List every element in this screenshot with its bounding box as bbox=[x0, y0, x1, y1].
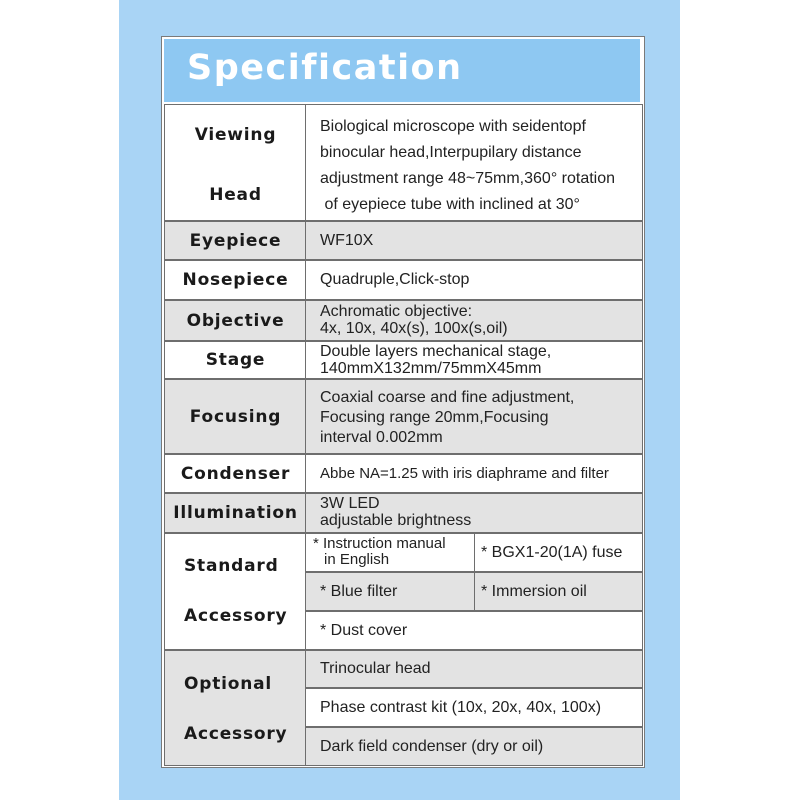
value-condenser: Abbe NA=1.25 with iris diaphrame and filter bbox=[320, 465, 609, 482]
value-viewing-head bbox=[320, 114, 615, 218]
value-stage bbox=[320, 343, 551, 377]
label-objective: Objective bbox=[186, 310, 285, 331]
value-nosepiece: Quadruple,Click-stop bbox=[320, 271, 470, 288]
focusing-line: interval 0.002mm bbox=[320, 429, 443, 446]
label-viewing-head-line1: Viewing bbox=[194, 125, 277, 145]
illumination-line: 3W LED bbox=[320, 495, 380, 512]
viewing-head-line: Biological microscope with seidentopf bbox=[320, 118, 586, 135]
value-blue-filter: * Blue filter bbox=[320, 583, 398, 600]
viewing-head-line: of eyepiece tube with inclined at 30° bbox=[320, 196, 580, 213]
value-trinocular-head: Trinocular head bbox=[320, 660, 431, 677]
value-fuse: * BGX1-20(1A) fuse bbox=[481, 544, 623, 561]
label-optional-accessory-line2: Accessory bbox=[184, 724, 288, 744]
instruction-manual-line: * Instruction manual bbox=[313, 535, 446, 552]
label-nosepiece: Nosepiece bbox=[182, 270, 289, 290]
label-stage: Stage bbox=[205, 350, 266, 370]
stage-line: 140mmX132mm/75mmX45mm bbox=[320, 360, 542, 377]
value-instruction-manual bbox=[313, 536, 446, 568]
instruction-manual-line: in English bbox=[324, 551, 390, 568]
label-eyepiece: Eyepiece bbox=[189, 230, 282, 251]
value-dark-field: Dark field condenser (dry or oil) bbox=[320, 738, 544, 755]
focusing-line: Coaxial coarse and fine adjustment, bbox=[320, 389, 575, 406]
focusing-line: Focusing range 20mm,Focusing bbox=[320, 409, 549, 426]
value-immersion-oil: * Immersion oil bbox=[481, 583, 587, 600]
label-optional-accessory-line1: Optional bbox=[184, 674, 273, 694]
viewing-head-line: adjustment range 48~75mm,360° rotation bbox=[320, 170, 616, 187]
label-standard-accessory-line2: Accessory bbox=[184, 606, 288, 626]
viewing-head-line: binocular head,Interpupilary distance bbox=[320, 144, 582, 161]
label-optional-accessory bbox=[184, 674, 304, 744]
label-standard-accessory bbox=[184, 556, 304, 626]
value-dust-cover: * Dust cover bbox=[320, 622, 408, 639]
label-viewing-head-line2: Head bbox=[209, 185, 262, 205]
label-condenser: Condenser bbox=[180, 463, 291, 484]
stage-line: Double layers mechanical stage, bbox=[320, 343, 552, 360]
value-focusing bbox=[320, 388, 574, 448]
objective-line: 4x, 10x, 40x(s), 100x(s,oil) bbox=[320, 320, 508, 337]
label-illumination: Illumination bbox=[173, 503, 298, 523]
value-illumination bbox=[320, 495, 471, 529]
value-phase-contrast: Phase contrast kit (10x, 20x, 40x, 100x) bbox=[320, 699, 602, 716]
value-objective bbox=[320, 303, 508, 337]
objective-line: Achromatic objective: bbox=[320, 303, 473, 320]
label-focusing: Focusing bbox=[189, 406, 282, 427]
value-eyepiece: WF10X bbox=[320, 232, 374, 249]
label-viewing-head bbox=[164, 125, 307, 205]
label-standard-accessory-line1: Standard bbox=[184, 556, 279, 576]
page-title: Specification bbox=[187, 48, 463, 88]
illumination-line: adjustable brightness bbox=[320, 512, 472, 529]
